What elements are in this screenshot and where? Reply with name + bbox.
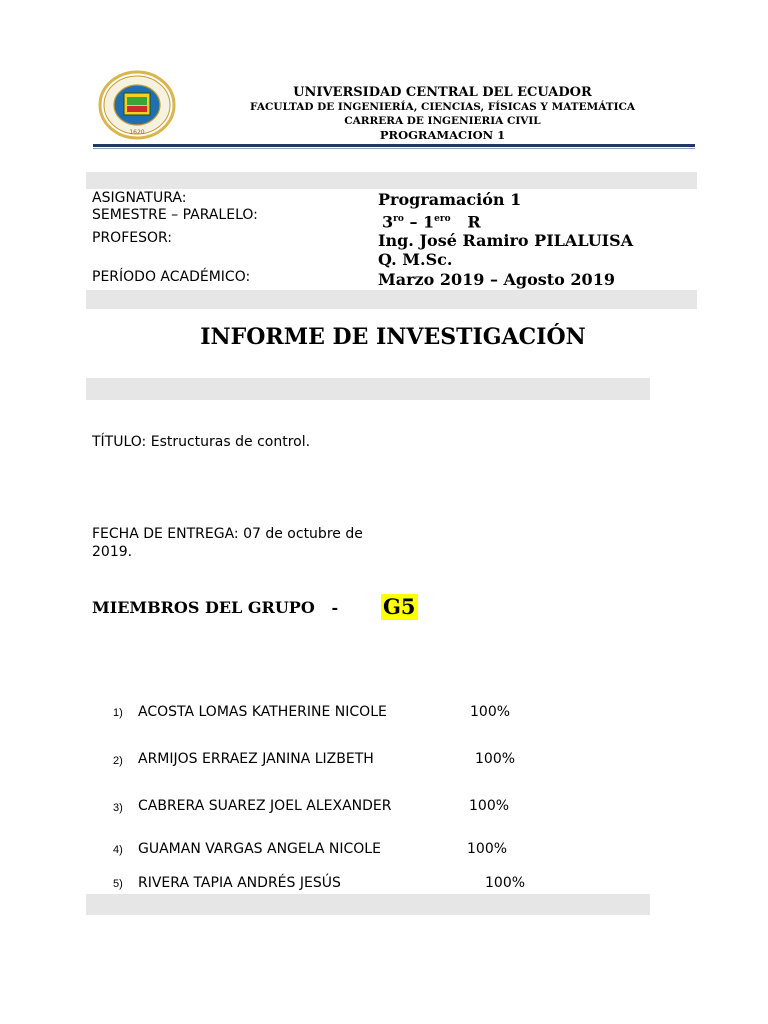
member-name: GUAMAN VARGAS ANGELA NICOLE: [138, 841, 381, 857]
header-rule-thin: [93, 148, 695, 149]
member-name: ARMIJOS ERRAEZ JANINA LIZBETH: [138, 751, 374, 767]
member-percentage: 100%: [467, 841, 508, 857]
shaded-band: [86, 290, 697, 309]
university-seal-logo: [98, 70, 176, 140]
semester-value: $3^{ro} - 1^{ero}$ R: [382, 212, 481, 232]
course-name: PROGRAMACION 1: [379, 128, 506, 142]
group-code-highlight: G5: [383, 594, 416, 619]
member-number: 2): [113, 755, 123, 767]
member-number: 1): [113, 707, 123, 719]
subject-label: ASIGNATURA:: [92, 190, 187, 206]
member-number: 3): [113, 802, 123, 814]
shaded-band: [86, 378, 650, 400]
shaded-band: [86, 894, 650, 915]
semester-label: SEMESTRE – PARALELO:: [92, 207, 258, 223]
period-value: Marzo 2019 – Agosto 2019: [378, 270, 615, 289]
member-name: CABRERA SUAREZ JOEL ALEXANDER: [138, 798, 392, 814]
member-percentage: 100%: [475, 751, 516, 767]
professor-value: Ing. José Ramiro PILALUISA: [378, 231, 634, 250]
shaded-band: [86, 172, 697, 189]
due-date-year: 2019.: [92, 544, 133, 560]
member-name: ACOSTA LOMAS KATHERINE NICOLE: [138, 704, 387, 720]
member-percentage: 100%: [469, 798, 510, 814]
member-percentage: 100%: [485, 875, 526, 891]
member-percentage: 100%: [470, 704, 511, 720]
topic-title: TÍTULO: Estructuras de control.: [92, 434, 311, 450]
professor-label: PROFESOR:: [92, 230, 173, 246]
due-date: FECHA DE ENTREGA: 07 de octubre de: [92, 526, 363, 542]
professor-degree: Q. M.Sc.: [378, 250, 453, 269]
subject-value: Programación 1: [378, 190, 522, 209]
faculty-name: FACULTAD DE INGENIERÍA, CIENCIAS, FÍSICAS Y MATEMÁTICA: [249, 101, 636, 113]
member-number: 5): [113, 878, 123, 890]
header-rule: [93, 144, 695, 147]
members-heading: MIEMBROS DEL GRUPO -: [92, 598, 339, 617]
member-name: RIVERA TAPIA ANDRÉS JESÚS: [138, 875, 341, 891]
university-name: UNIVERSIDAD CENTRAL DEL ECUADOR: [293, 85, 592, 100]
logo-year: 1620: [129, 129, 145, 136]
period-label: PERÍODO ACADÉMICO:: [92, 269, 251, 285]
report-title: INFORME DE INVESTIGACIÓN: [200, 324, 586, 350]
member-number: 4): [113, 844, 123, 856]
career-name: CARRERA DE INGENIERIA CIVIL: [344, 115, 541, 127]
